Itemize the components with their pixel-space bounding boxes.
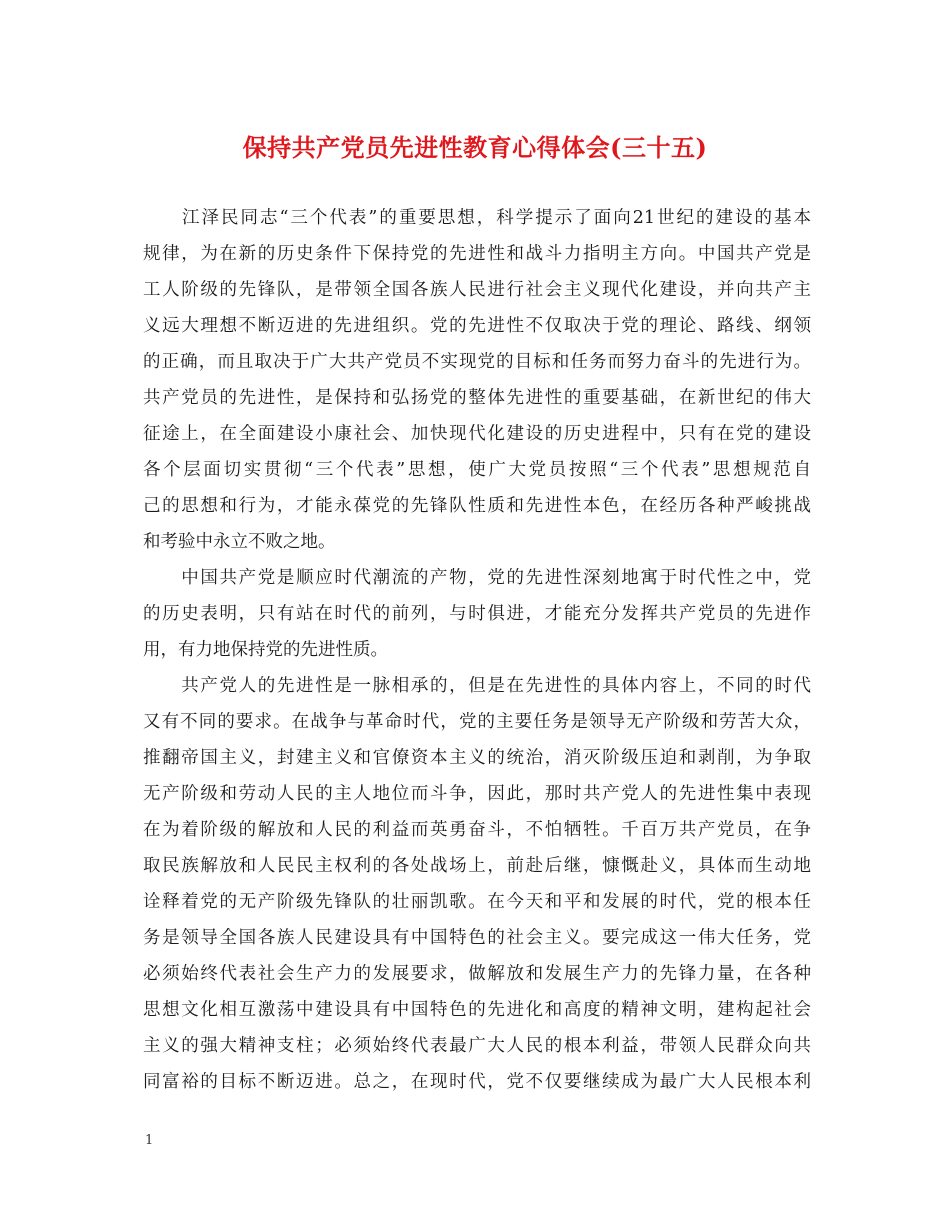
- text-line: 务是领导全国各族人民建设具有中国特色的社会主义。要完成这一伟大任务，党: [143, 928, 811, 948]
- text-line: 取民族解放和人民民主权利的各处战场上，前赴后继，慷慨赴义，具体而生动地: [143, 856, 811, 876]
- text-line: 必须始终代表社会生产力的发展要求，做解放和发展生产力的先锋力量，在各种: [143, 964, 811, 984]
- text-line: 用，有力地保持党的先进性质。: [143, 640, 388, 660]
- text-line: 义远大理想不断迈进的先进组织。党的先进性不仅取决于党的理论、路线、纲领: [143, 316, 811, 336]
- page-number: 1: [145, 1133, 154, 1148]
- text-line: 己的思想和行为，才能永葆党的先锋队性质和先进性本色，在经历各种严峻挑战: [143, 496, 811, 516]
- text-line: 各个层面切实贯彻“三个代表”思想，使广大党员按照“三个代表”思想规范自: [143, 460, 811, 480]
- document-body: [143, 200, 811, 1100]
- text-line: 推翻帝国主义，封建主义和官僚资本主义的统治，消灭阶级压迫和剥削，为争取: [143, 748, 811, 768]
- document-title: 保持共产党员先进性教育心得体会(三十五): [242, 133, 708, 162]
- text-line: 共产党员的先进性，是保持和弘扬党的整体先进性的重要基础，在新世纪的伟大: [143, 388, 811, 408]
- text-line: 工人阶级的先锋队，是带领全国各族人民进行社会主义现代化建设，并向共产主: [143, 280, 811, 300]
- text-line: 共产党人的先进性是一脉相承的，但是在先进性的具体内容上，不同的时代: [143, 676, 811, 696]
- text-line: 江泽民同志“三个代表”的重要思想，科学提示了面向21世纪的建设的基本: [143, 208, 811, 228]
- text-line: 在为着阶级的解放和人民的利益而英勇奋斗，不怕牺牲。千百万共产党员，在争: [143, 820, 811, 840]
- text-line: 征途上，在全面建设小康社会、加快现代化建设的历史进程中，只有在党的建设: [143, 424, 811, 444]
- text-line: 诠释着党的无产阶级先锋队的壮丽凯歌。在今天和平和发展的时代，党的根本任: [143, 892, 811, 912]
- text-line: 的正确，而且取决于广大共产党员不实现党的目标和任务而努力奋斗的先进行为。: [143, 352, 811, 372]
- text-line: 主义的强大精神支柱；必须始终代表最广大人民的根本利益，带领人民群众向共: [143, 1036, 811, 1056]
- text-line: 的历史表明，只有站在时代的前列，与时俱进，才能充分发挥共产党员的先进作: [143, 604, 811, 624]
- text-line: 思想文化相互激荡中建设具有中国特色的先进化和高度的精神文明，建构起社会: [143, 1000, 811, 1020]
- text-line: 又有不同的要求。在战争与革命时代，党的主要任务是领导无产阶级和劳苦大众，: [143, 712, 811, 732]
- text-line: 同富裕的目标不断迈进。总之，在现时代，党不仅要继续成为最广大人民根本利: [143, 1072, 811, 1092]
- text-line: 无产阶级和劳动人民的主人地位而斗争，因此，那时共产党人的先进性集中表现: [143, 784, 811, 804]
- text-line: 中国共产党是顺应时代潮流的产物，党的先进性深刻地寓于时代性之中，党: [143, 568, 811, 588]
- text-line: 规律，为在新的历史条件下保持党的先进性和战斗力指明主方向。中国共产党是: [143, 244, 811, 264]
- text-line: 和考验中永立不败之地。: [143, 532, 336, 552]
